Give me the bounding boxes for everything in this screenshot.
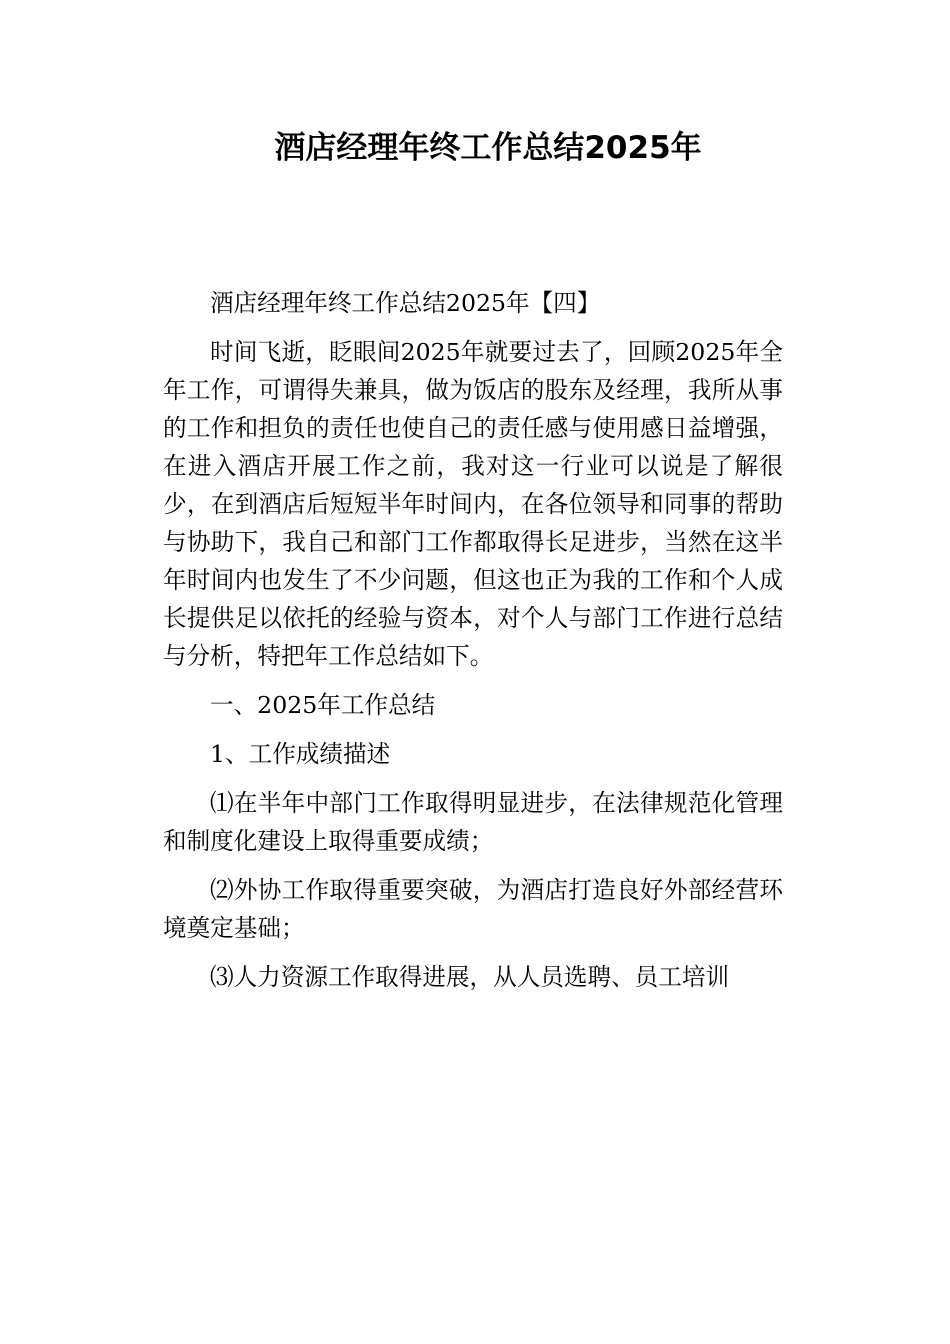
subsection-heading: 1、工作成绩描述	[210, 740, 391, 768]
document-title: 酒店经理年终工作总结2025年	[274, 130, 702, 166]
paragraph-subtitle: 酒店经理年终工作总结2025年【四】	[210, 289, 601, 317]
paragraph-intro: 时间飞逝，眨眼间2025年就要过去了，回顾2025年全年工作，可谓得失兼具，做为饭店的股东及经理，我所从事的工作和担负的责任也使自己的责任感与使用感日益增强，在进入酒店开展工作之前，我对这一行业可以说是了解很少，在到酒店后短短半年时间内，在各位领导和同事的帮助与协助下，我自己和部门工作都取得长足进步，当然在这半年时间内也发生了不少问题，但这也正为我的工作和个人成长提供足以依托的经验与资本，对个人与部门工作进行总结与分析，特把年工作总结如下。	[163, 338, 783, 670]
list-item: ⑶人力资源工作取得进展，从人员选聘、员工培训	[210, 963, 730, 991]
section-heading: 一、2025年工作总结	[210, 691, 436, 719]
document-body	[163, 284, 783, 1007]
list-item: ⑴在半年中部门工作取得明显进步，在法律规范化管理和制度化建设上取得重要成绩；	[163, 789, 783, 855]
list-item: ⑵外协工作取得重要突破，为酒店打造良好外部经营环境奠定基础；	[163, 876, 783, 942]
